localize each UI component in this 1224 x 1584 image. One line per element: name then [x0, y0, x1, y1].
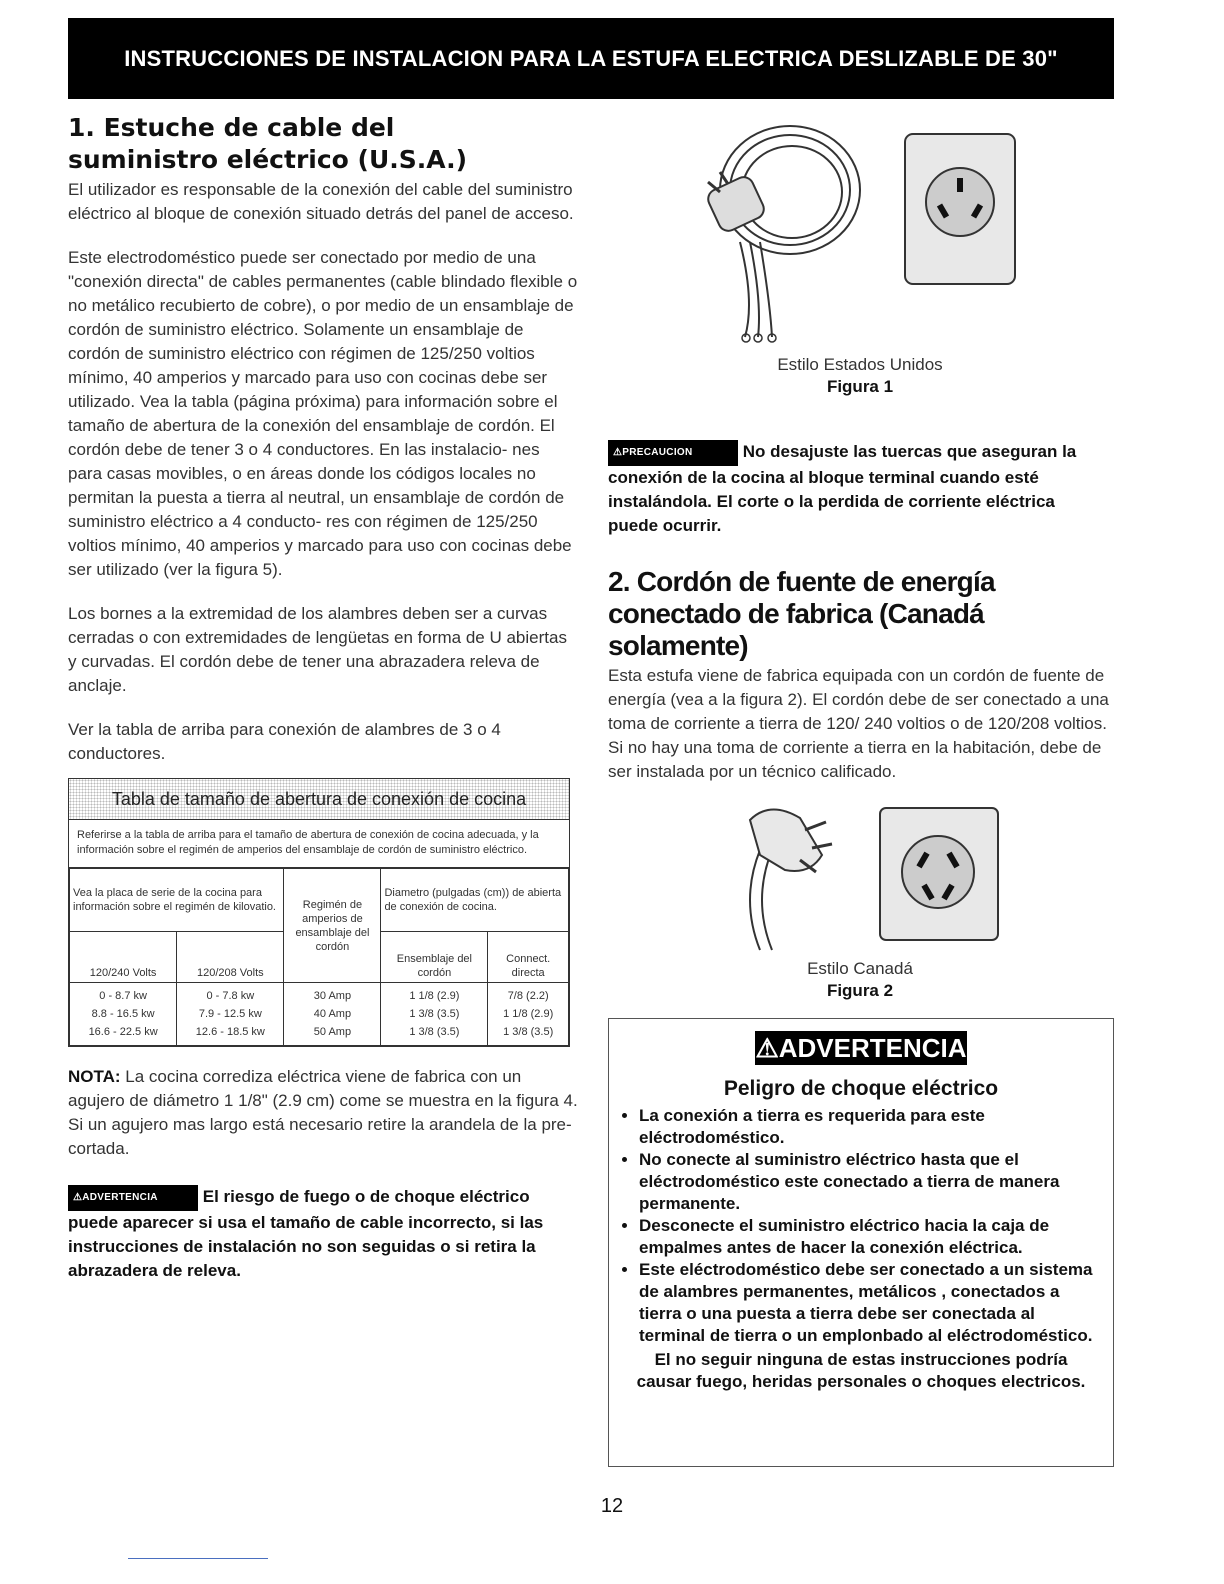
section1-title: 1. Estuche de cable del suministro eléctrico (U.S.A.)	[68, 113, 468, 174]
footer-line	[128, 1558, 268, 1559]
figure2-caption: Estilo Canadá	[807, 959, 913, 978]
figure1-label-text: Figura 1	[826, 377, 894, 396]
table-row	[70, 983, 569, 1006]
cell-amp: 50 Amp	[284, 1023, 381, 1046]
shock-final-text: El no seguir ninguna de estas instrucciones podría causar fuego, heridas personales o choques electricos.	[636, 1350, 1086, 1391]
caution-text: No desajuste las tuercas que aseguran la conexión de la cocina al bloque terminal cuando esté instalándola. El corte o la perdida de corriente eléctrica puede ocurrir.	[608, 442, 1077, 535]
header-120-208: 120/208 Volts	[177, 932, 284, 983]
list-item: • No conecte al suministro eléctrico hasta que el eléctrodoméstico este conectado a tierra de manera permanente.	[639, 1149, 1103, 1215]
shock-heading: Peligro de choque eléctrico	[723, 1077, 999, 1100]
list-item: • Este eléctrodoméstico debe ser conectado a un sistema de alambres permanentes, metálicos , conectados a tierra o una puesta a tierra debe ser conectada al terminal de tierra o un emplonbado al eléctrodoméstico.	[639, 1259, 1103, 1347]
figure2-label-text: Figura 2	[826, 981, 894, 1000]
header-connect: Connect. directa	[488, 932, 569, 983]
header-120-240: 120/240 Volts	[70, 932, 177, 983]
table-title: Tabla de tamaño de abertura de conexión de cocina	[69, 779, 569, 820]
section1-paragraph-3: Los bornes a la extremidad de los alambres deben ser a curvas cerradas o con extremidades de lengüetas en forma de U abiertas y curvadas. El cordón debe de tener una abrazadera releva de anclaje.	[68, 604, 567, 695]
cell-kw-208: 0 - 7.8 kw	[177, 983, 284, 1006]
header-regimen: Regimén de amperios de ensamblaje del cordón	[284, 869, 381, 983]
cell-kw-208: 12.6 - 18.5 kw	[177, 1023, 284, 1046]
cell-kw-240: 8.8 - 16.5 kw	[70, 1005, 177, 1023]
precaucion-badge: ⚠PRECAUCION	[608, 440, 738, 466]
table-note: Referirse a la tabla de arriba para el tamaño de abertura de conexión de cocina adecuada, y la información sobre el regimén de amperios del ensamblaje de cordón de suministro eléctrico.	[69, 820, 569, 868]
page-banner: INSTRUCCIONES DE INSTALACION PARA LA ESTUFA ELECTRICA DESLIZABLE DE 30"	[68, 18, 1114, 99]
advertencia-title: ⚠ ADVERTENCIA	[755, 1031, 967, 1065]
nota-text: La cocina corrediza eléctrica viene de fabrica con un agujero de diámetro 1 1/8" (2.9 cm) come se muestra en la figura 4. Si un agujero mas largo está necesario retire la arandela de la pre-cortada.	[68, 1067, 578, 1158]
figure1-label	[700, 376, 1020, 398]
cell-amp: 40 Amp	[284, 1005, 381, 1023]
fire-warning-text: El riesgo de fuego o de choque eléctrico puede aparecer si usa el tamaño de cable incorrecto, si las instrucciones de instalación no son seguidas o si retira la abrazadera de releva.	[68, 1187, 544, 1280]
figure1-caption: Estilo Estados Unidos	[777, 355, 943, 374]
shock-warning-list	[609, 1105, 1113, 1347]
section1-paragraph-2: Este electrodoméstico puede ser conectado por medio de una "conexión directa" de cables permanentes (cable blindado flexible o no metálico recubierto de cobre), o por medio de un ensamblaje de cordón de suministro eléctrico. Solamente un ensamblaje de cordón de suministro eléctrico con régimen de 125/250 voltios mínimo, 40 amperios y marcado para uso con cocinas debe ser utilizado. Vea la tabla (página próxima) para información sobre el tamaño de abertura de la conexión del ensamblaje de cordón. El cordón debe de tener 3 o 4 conductores. En las instalacio- nes para casas movibles, o en áreas donde los códigos locales no permitan la puesta a tierra al neutral, un ensamblaje de cordón de suministro eléctrico a 4 conducto- res con régimen de 125/250 voltios mínimo, 40 amperios y marcado para uso con cocinas debe ser utilizado (ver la figura 5).	[68, 248, 578, 579]
cell-kw-240: 0 - 8.7 kw	[70, 983, 177, 1006]
figure1-illustration	[700, 112, 1030, 344]
header-diametro: Diametro (pulgadas (cm)) de abierta de conexión de cocina.	[381, 869, 569, 932]
connection-size-table	[68, 778, 570, 1047]
section2	[608, 566, 1118, 784]
table-row	[70, 1023, 569, 1046]
figure1-caption-block	[700, 354, 1020, 398]
cell-connect: 1 3/8 (3.5)	[488, 1023, 569, 1046]
cell-connect: 1 1/8 (2.9)	[488, 1005, 569, 1023]
fire-warning	[68, 1185, 578, 1283]
caution-warning	[608, 440, 1098, 538]
page-number: 12	[600, 1495, 624, 1517]
section2-title: 2. Cordón de fuente de energía conectado de fabrica (Canadá solamente)	[608, 566, 995, 661]
table-grid	[69, 868, 569, 1046]
advertencia-title-text: ADVERTENCIA	[778, 1032, 967, 1063]
precaucion-badge-text: PRECAUCION	[622, 447, 693, 458]
header-ensamblaje: Ensemblaje del cordón	[381, 932, 488, 983]
cell-ensamblaje: 1 3/8 (3.5)	[381, 1023, 488, 1046]
cell-amp: 30 Amp	[284, 983, 381, 1006]
list-item: • La conexión a tierra es requerida para este eléctrodoméstico.	[639, 1105, 1103, 1149]
section1-paragraph-1: El utilizador es responsable de la conexión del cable del suministro eléctrico al bloque de conexión situado detrás del panel de acceso.	[68, 180, 574, 223]
list-item: • Desconecte el suministro eléctrico hacia la caja de empalmes antes de hacer la conexión eléctrica.	[639, 1215, 1103, 1259]
figure2-illustration	[730, 800, 1010, 960]
cell-connect: 7/8 (2.2)	[488, 983, 569, 1006]
advertencia-badge-text: ADVERTENCIA	[82, 1192, 158, 1203]
advertencia-badge: ⚠ADVERTENCIA	[68, 1185, 198, 1211]
left-column	[68, 112, 578, 1283]
nota-paragraph	[68, 1065, 578, 1161]
table-row	[70, 1005, 569, 1023]
figure2-caption-block	[700, 958, 1020, 1002]
cell-kw-240: 16.6 - 22.5 kw	[70, 1023, 177, 1046]
section1-paragraph-4: Ver la tabla de arriba para conexión de alambres de 3 o 4 conductores.	[68, 720, 501, 763]
cell-ensamblaje: 1 1/8 (2.9)	[381, 983, 488, 1006]
nota-label: NOTA:	[68, 1067, 121, 1086]
cell-kw-208: 7.9 - 12.5 kw	[177, 1005, 284, 1023]
header-serie: Vea la placa de serie de la cocina para información sobre el regimén de kilovatio.	[70, 869, 284, 932]
section2-paragraph: Esta estufa viene de fabrica equipada con un cordón de fuente de energía (vea a la figura 2). El cordón debe de ser conectado a una toma de corriente a tierra de 120/ 240 voltios o de 120/208 voltios. Si no hay una toma de corriente a tierra en la habitación, debe de ser instalada por un técnico calificado.	[608, 666, 1109, 781]
figure2-label	[700, 980, 1020, 1002]
cell-ensamblaje: 1 3/8 (3.5)	[381, 1005, 488, 1023]
shock-warning-box	[608, 1018, 1114, 1467]
